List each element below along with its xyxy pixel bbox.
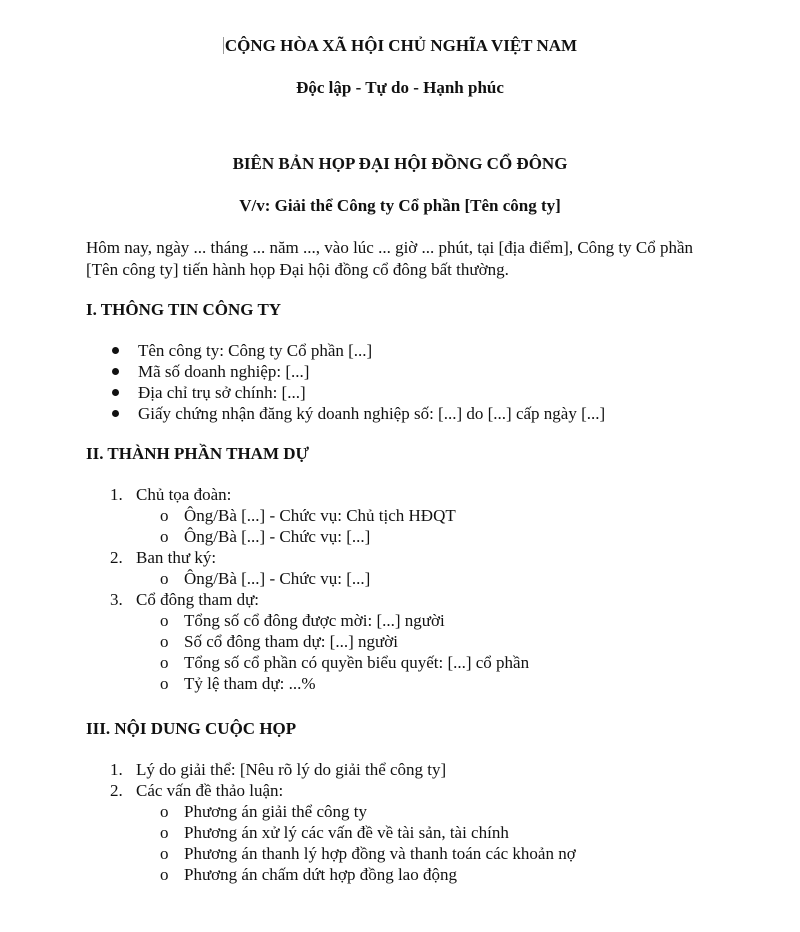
sub-list-item [86, 568, 746, 589]
list-number: 1. [110, 485, 123, 504]
sub-list-item-text: Ông/Bà [...] - Chức vụ: Chủ tịch HĐQT [184, 506, 456, 525]
national-title-text: CỘNG HÒA XÃ HỘI CHỦ NGHĨA VIỆT NAM [224, 36, 578, 55]
meeting-content-list [86, 759, 746, 885]
sub-list-item [86, 673, 746, 694]
sub-list-item-text: Tổng số cổ đông được mời: [...] người [184, 611, 445, 630]
section-heading-company-info: I. THÔNG TIN CÔNG TY [86, 300, 282, 319]
sub-list-item [86, 505, 746, 526]
list-item-text: Mã số doanh nghiệp: [...] [138, 362, 310, 381]
national-title [0, 36, 800, 56]
circle-bullet-icon: o [160, 527, 169, 546]
list-item [86, 403, 746, 424]
list-item-text: Tên công ty: Công ty Cổ phần [...] [138, 341, 373, 360]
list-item [86, 547, 746, 589]
document-title: BIÊN BẢN HỌP ĐẠI HỘI ĐỒNG CỔ ĐÔNG [232, 154, 568, 173]
circle-bullet-icon: o [160, 802, 169, 821]
list-item [86, 382, 746, 403]
list-item-text: Cổ đông tham dự: [136, 590, 260, 609]
list-item [86, 589, 746, 694]
sub-list-item [86, 631, 746, 652]
document-subject: V/v: Giải thể Công ty Cổ phần [Tên công ty] [239, 196, 561, 215]
sub-list-item [86, 843, 746, 864]
list-number: 2. [110, 781, 123, 800]
circle-bullet-icon: o [160, 865, 169, 884]
sub-list-item-text: Tổng số cổ phần có quyền biểu quyết: [...] cổ phần [184, 653, 530, 672]
list-item [86, 361, 746, 382]
bullet-icon [112, 368, 119, 375]
list-item-text: Địa chỉ trụ sở chính: [...] [138, 383, 306, 402]
list-item [86, 780, 746, 885]
circle-bullet-icon: o [160, 506, 169, 525]
list-item [86, 759, 746, 780]
sub-list-item [86, 610, 746, 631]
sub-list-item [86, 652, 746, 673]
list-item-text: Ban thư ký: [136, 548, 217, 567]
sub-list-item-text: Phương án thanh lý hợp đồng và thanh toán các khoản nợ [184, 844, 576, 863]
sub-list-item-text: Số cổ đông tham dự: [...] người [184, 632, 398, 651]
sub-list-item-text: Ông/Bà [...] - Chức vụ: [...] [184, 527, 371, 546]
list-item-text: Các vấn đề thảo luận: [136, 781, 284, 800]
bullet-icon [112, 410, 119, 417]
bullet-icon [112, 347, 119, 354]
sub-list [86, 568, 746, 589]
sub-list [86, 801, 746, 885]
attendees-list [86, 484, 746, 694]
list-item [86, 340, 746, 361]
circle-bullet-icon: o [160, 569, 169, 588]
company-info-list [86, 340, 746, 424]
sub-list-item-text: Phương án xử lý các vấn đề về tài sản, tài chính [184, 823, 509, 842]
national-motto: Độc lập - Tự do - Hạnh phúc [296, 78, 504, 97]
sub-list-item [86, 822, 746, 843]
circle-bullet-icon: o [160, 611, 169, 630]
circle-bullet-icon: o [160, 653, 169, 672]
circle-bullet-icon: o [160, 823, 169, 842]
list-number: 1. [110, 760, 123, 779]
sub-list-item [86, 526, 746, 547]
sub-list-item-text: Phương án chấm dứt hợp đồng lao động [184, 865, 457, 884]
intro-paragraph: Hôm nay, ngày ... tháng ... năm ..., vào lúc ... giờ ... phút, tại [địa điểm], Công ty Cổ phần [Tên công ty] tiến hành họp Đại hội đồng cổ đông bất thường. [86, 238, 694, 279]
sub-list-item [86, 864, 746, 885]
sub-list [86, 505, 746, 547]
circle-bullet-icon: o [160, 632, 169, 651]
list-item-text: Chủ tọa đoàn: [136, 485, 232, 504]
circle-bullet-icon: o [160, 844, 169, 863]
circle-bullet-icon: o [160, 674, 169, 693]
sub-list-item [86, 801, 746, 822]
sub-list-item-text: Ông/Bà [...] - Chức vụ: [...] [184, 569, 371, 588]
bullet-icon [112, 389, 119, 396]
list-number: 2. [110, 548, 123, 567]
list-item [86, 484, 746, 547]
list-item-text: Lý do giải thể: [Nêu rõ lý do giải thể công ty] [136, 760, 447, 779]
sub-list [86, 610, 746, 694]
text-cursor [223, 37, 224, 54]
sub-list-item-text: Phương án giải thể công ty [184, 802, 367, 821]
sub-list-item-text: Tỷ lệ tham dự: ...% [184, 674, 316, 693]
section-heading-meeting-content: III. NỘI DUNG CUỘC HỌP [86, 719, 297, 738]
section-heading-attendees: II. THÀNH PHẦN THAM DỰ [86, 444, 310, 463]
list-number: 3. [110, 590, 123, 609]
list-item-text: Giấy chứng nhận đăng ký doanh nghiệp số: [...] do [...] cấp ngày [...] [138, 404, 606, 423]
